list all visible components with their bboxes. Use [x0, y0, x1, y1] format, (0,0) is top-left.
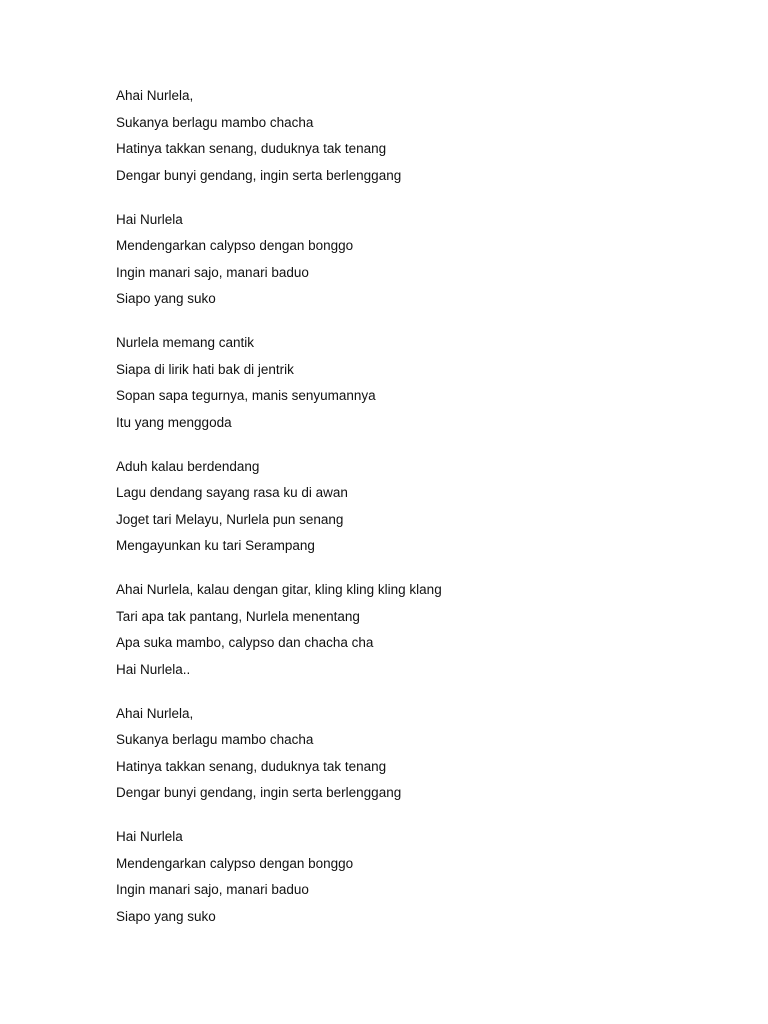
lyric-line: Aduh kalau berdendang — [116, 458, 260, 474]
stanza — [116, 86, 716, 192]
lyric-line: Siapa di lirik hati bak di jentrik — [116, 361, 294, 377]
stanza — [116, 210, 716, 316]
lyric-line: Dengar bunyi gendang, ingin serta berlenggang — [116, 785, 402, 800]
lyric-line: Hai Nurlela — [116, 211, 183, 227]
lyric-line: Joget tari Melayu, Nurlela pun senang — [116, 511, 344, 527]
lyric-line: Ingin manari sajo, manari baduo — [116, 882, 309, 897]
lyric-line: Mendengarkan calypso dengan bonggo — [116, 238, 354, 253]
document-page — [116, 86, 716, 951]
lyric-line: Ahai Nurlela, kalau dengan gitar, kling kling kling klang — [116, 582, 442, 597]
stanza — [116, 457, 716, 563]
lyric-line: Lagu dendang sayang rasa ku di awan — [116, 485, 348, 500]
stanza — [116, 580, 716, 686]
lyric-line: Ingin manari sajo, manari baduo — [116, 264, 309, 280]
lyric-line: Hatinya takkan senang, duduknya tak tenang — [116, 758, 387, 774]
lyric-line: Itu yang menggoda — [116, 414, 232, 430]
lyric-line: Hai Nurlela.. — [116, 661, 191, 677]
lyric-line: Sukanya berlagu mambo chacha — [116, 732, 314, 747]
lyric-line: Hatinya takkan senang, duduknya tak tenang — [116, 141, 387, 156]
lyric-line: Sopan sapa tegurnya, manis senyumannya — [116, 388, 376, 403]
lyric-line: Siapo yang suko — [116, 908, 216, 924]
lyric-line: Hai Nurlela — [116, 829, 183, 844]
lyric-line: Dengar bunyi gendang, ingin serta berlenggang — [116, 167, 402, 183]
stanza — [116, 827, 716, 933]
lyric-line: Mengayunkan ku tari Serampang — [116, 538, 315, 553]
stanza — [116, 333, 716, 439]
lyric-line: Mendengarkan calypso dengan bonggo — [116, 855, 354, 871]
lyric-line: Apa suka mambo, calypso dan chacha cha — [116, 635, 374, 650]
lyric-line: Nurlela memang cantik — [116, 335, 255, 350]
lyric-line: Sukanya berlagu mambo chacha — [116, 114, 314, 130]
lyric-line: Tari apa tak pantang, Nurlela menentang — [116, 608, 360, 624]
stanza — [116, 704, 716, 810]
lyric-line: Ahai Nurlela, — [116, 88, 194, 103]
lyric-line: Ahai Nurlela, — [116, 705, 194, 721]
lyric-line: Siapo yang suko — [116, 291, 216, 306]
